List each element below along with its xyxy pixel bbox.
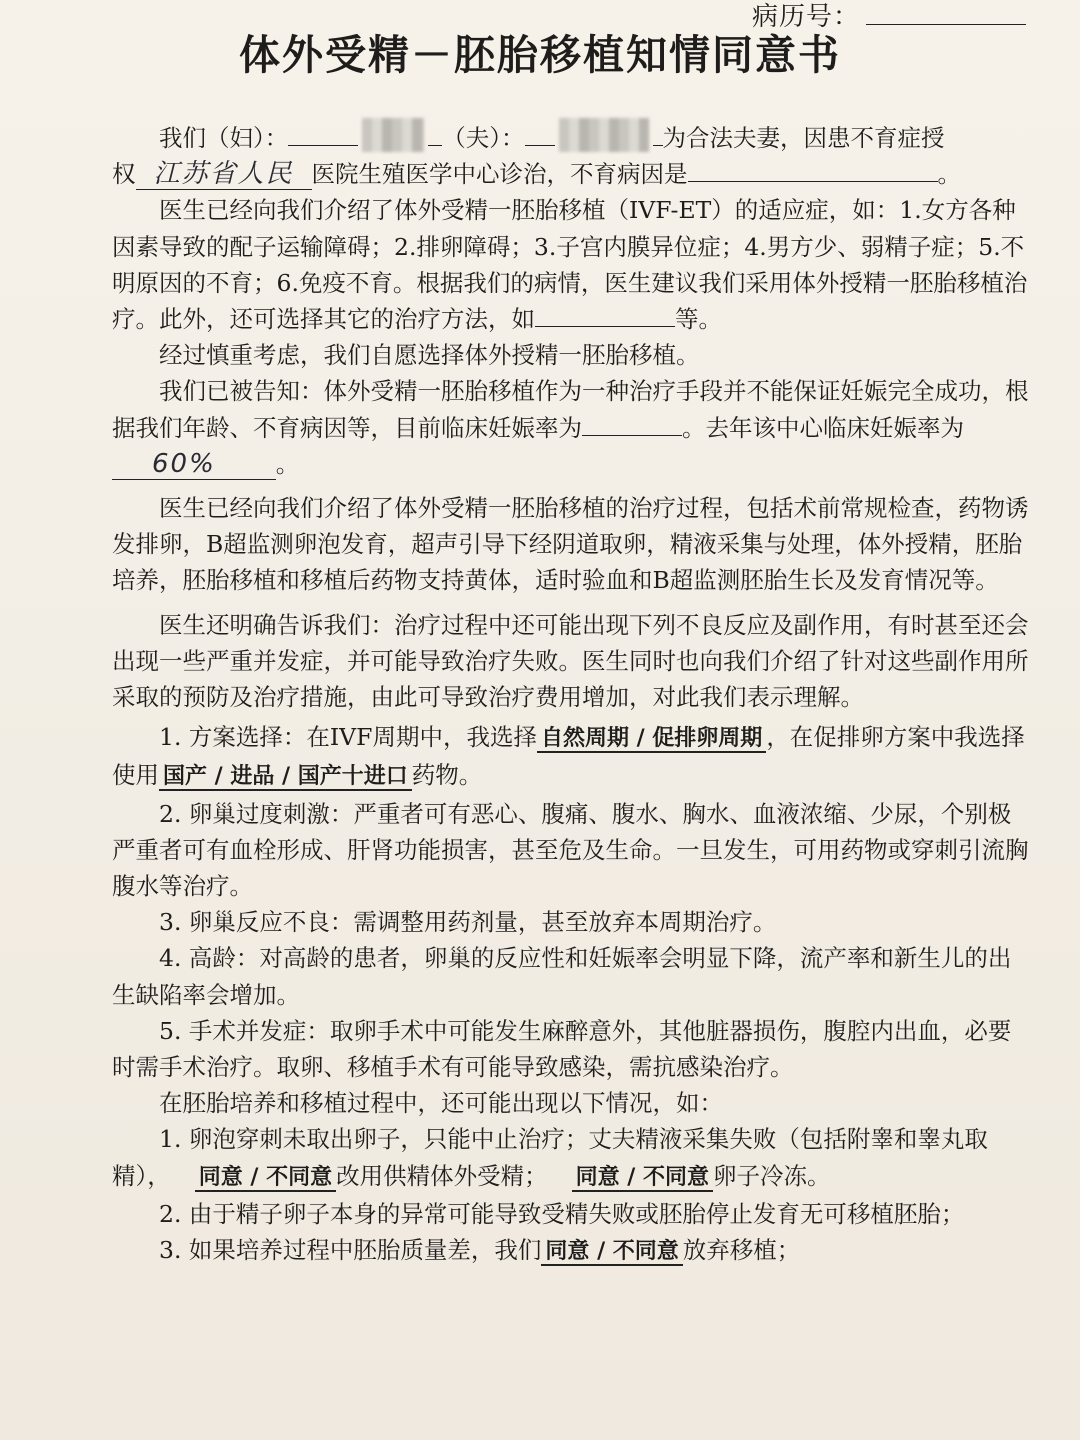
paragraph-success-rate [112, 373, 1032, 482]
item-surgical-complications: 5. 手术并发症：取卵手术中可能发生麻醉意外，其他脏器损伤，腹腔内出血，必要时需手术治疗。取卵、移植手术有可能导致感染，需抗感染治疗。 [112, 1016, 1012, 1082]
document-title: 体外受精－胚胎移植知情同意书 [239, 31, 841, 79]
wife-label: 我们（妇）： [159, 124, 289, 152]
handwritten-hospital: 江苏省人民 [136, 159, 312, 190]
paragraph-risks: 医生还明确告诉我们：治疗过程中还可能出现下列不良反应及副作用，有时甚至还会出现一些严重并发症，并可能导致治疗失败。医生同时也向我们介绍了针对这些副作用所采取的预防及治疗措施，由此可导致治疗费用增加，对此我们表示理解。 [112, 610, 1029, 712]
current-rate-blank [582, 411, 682, 436]
indications-text: 医生已经向我们介绍了体外受精一胚胎移植（IVF-ET）的适应症，如：1.女方各种因素导致的配子运输障碍；2.排卵障碍；3.子宫内膜异位症；4.男方少、弱精子症；5.不明原因的不育；6.免疫不育。根据我们的病情，医生建议我们采用体外授精一胚胎移植治疗。此外，还可选择其它的治疗方法，如 [112, 196, 1028, 334]
item-retrieval-failure [112, 1121, 1032, 1195]
cycle-option: 自然周期 / 促排卵周期 [537, 726, 766, 753]
wife-name-blank-end [428, 121, 442, 146]
retrieval-text: 1. 卵泡穿刺未取出卵子，只能中止治疗；丈夫精液采集失败（包括附睾和睾丸取精）， [112, 1125, 988, 1190]
plan-text-2: ，在促排卵方案中我选择使用 [112, 723, 1025, 790]
abandon-transfer-option: 同意 / 不同意 [541, 1239, 682, 1266]
hospital-statement: 医院生殖医学中心诊治，不育病因是 [311, 160, 688, 189]
paragraph-couple-info [112, 118, 1032, 192]
handwritten-rate: 60% [112, 449, 276, 480]
item-poor-embryo [112, 1232, 1032, 1270]
paragraph-procedure: 医生已经向我们介绍了体外受精一胚胎移植的治疗过程，包括术前常规检查，药物诱发排卵，B超监测卵泡发育，超声引导下经阴道取卵，精液采集与处理，体外授精，胚胎培养，胚胎移植和移植后药物支持黄体，适时验血和B超监测胚胎生长及发育情况等。 [112, 494, 1029, 595]
indications-end: 等。 [675, 305, 722, 334]
last-year-rate-text: 。去年该中心临床妊娠率为 [682, 413, 964, 442]
item-ohss: 2. 卵巢过度刺激：严重者可有恶心、腹痛、腹水、胸水、血液浓缩、少尿，个别极严重者可有血栓形成、肝肾功能损害，甚至危及生命。一旦发生，可用药物或穿刺引流胸腹水等治疗。 [112, 799, 1029, 901]
success-rate-text: 我们已被告知：体外受精一胚胎移植作为一种治疗手段并不能保证妊娠完全成功，根据我们年龄、不育病因等，目前临床妊娠率为 [112, 377, 1029, 442]
cause-blank [688, 157, 938, 182]
item-plan-selection [112, 719, 1032, 795]
paragraph-choice: 经过慎重考虑，我们自愿选择体外授精一胚胎移植。 [159, 341, 700, 370]
authorize-text: 权 [112, 160, 136, 189]
wife-name-blank [288, 121, 358, 146]
egg-freeze-text: 卵子冷冻。 [712, 1161, 831, 1190]
item-fertilization-failure: 2. 由于精子卵子本身的异常可能导致受精失败或胚胎停止发育无可移植胚胎； [159, 1199, 965, 1228]
redacted-husband-name [559, 118, 649, 152]
redacted-wife-name [362, 118, 424, 152]
paragraph-culture-intro: 在胚胎培养和移植过程中，还可能出现以下情况，如： [159, 1089, 723, 1118]
document-body [112, 118, 1032, 1270]
couple-statement: 为合法夫妻，因患不育症授 [662, 124, 945, 152]
husband-name-blank [525, 121, 555, 146]
donor-sperm-option: 同意 / 不同意 [195, 1165, 336, 1192]
period: 。 [937, 160, 962, 189]
poor-embryo-text: 3. 如果培养过程中胚胎质量差，我们 [159, 1236, 542, 1265]
period: 。 [275, 449, 300, 478]
husband-name-blank-end [653, 121, 663, 146]
donor-sperm-text: 改用供精体外受精； [336, 1161, 548, 1190]
paragraph-indications [112, 192, 1032, 337]
plan-text-3: 药物。 [411, 761, 483, 790]
item-advanced-age: 4. 高龄：对高龄的患者，卵巢的反应性和妊娠率会明显下降，流产率和新生儿的出生缺陷率会增加。 [112, 944, 1012, 1009]
husband-label: （夫）： [442, 124, 525, 152]
abandon-transfer-text: 放弃移植； [682, 1236, 801, 1265]
egg-freeze-option: 同意 / 不同意 [572, 1165, 713, 1192]
drug-option: 国产 / 进品 / 国产十进口 [159, 764, 412, 791]
alternative-treatment-blank [535, 302, 675, 327]
plan-text: 1. 方案选择：在IVF周期中，我选择 [159, 723, 537, 752]
item-poor-response: 3. 卵巢反应不良：需调整用药剂量，甚至放弃本周期治疗。 [159, 908, 777, 937]
case-number-label: 病历号： [751, 2, 860, 32]
